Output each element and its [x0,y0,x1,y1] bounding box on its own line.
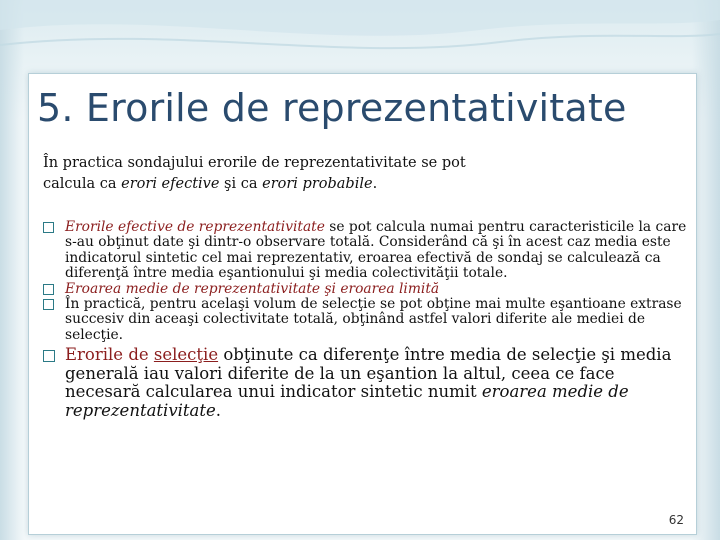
intro-text-e: . [372,176,378,192]
bullet-4-emphasis: eroarea medie de reprezentativitate [65,382,629,420]
bullet-list [43,220,688,420]
intro-line-1: În practica sondajului erorile de reprezentativitate se pot [43,155,466,171]
page-number: 62 [668,513,684,527]
left-edge-gradient [0,0,24,540]
intro-emphasis-probable: erori probabile [262,176,373,192]
bullet-item-effective-errors [43,220,688,282]
square-bullet-icon [43,299,54,310]
slide-title: 5. Erorile de reprezentativitate [37,86,627,130]
intro-paragraph [43,153,683,195]
bullet-4-end: . [215,400,222,420]
square-bullet-icon [43,350,55,362]
bullet-1-text: se pot calcula numai pentru caracteristicile la care s-au obţinut date şi dintr-o observare totală. Considerând că şi în acest caz media este indicatorul sintetic cel mai reprezentativ, eroarea efectivă de sondaj se calculează ca diferenţă între media eşantionului şi media colectivităţii totale. [65,219,687,282]
bullet-1-highlight: Erorile efective de reprezentativitate [65,219,325,235]
bullet-item-practice [43,297,688,343]
bullet-4-text: obţinute ca diferenţe între media de selecţie şi media generală iau valori diferite de la un eşantion la altul, ceea ce face necesară calcularea unui indicator sintetic numit [65,345,672,402]
bullet-2-highlight: Eroarea medie de reprezentativitate şi eroarea limită [65,280,440,297]
header-decoration [0,0,720,80]
intro-emphasis-effective: erori efective [121,176,220,192]
bullet-4-highlight: Erorile de [65,345,154,365]
intro-text-c: şi ca [219,176,263,192]
bullet-4-highlight-underlined: selecţie [153,345,219,365]
intro-text-a: calcula ca [43,176,122,192]
bullet-item-mean-error [43,282,688,297]
square-bullet-icon [43,222,54,233]
bullet-item-selection-errors [43,346,688,420]
bullet-3-text: În practică, pentru acelaşi volum de selecţie se pot obţine mai multe eşantioane extrase succesiv din aceaşi colectivitate totală, obţinând astfel valori diferite ale mediei de selecţie. [65,296,682,343]
square-bullet-icon [43,284,54,295]
